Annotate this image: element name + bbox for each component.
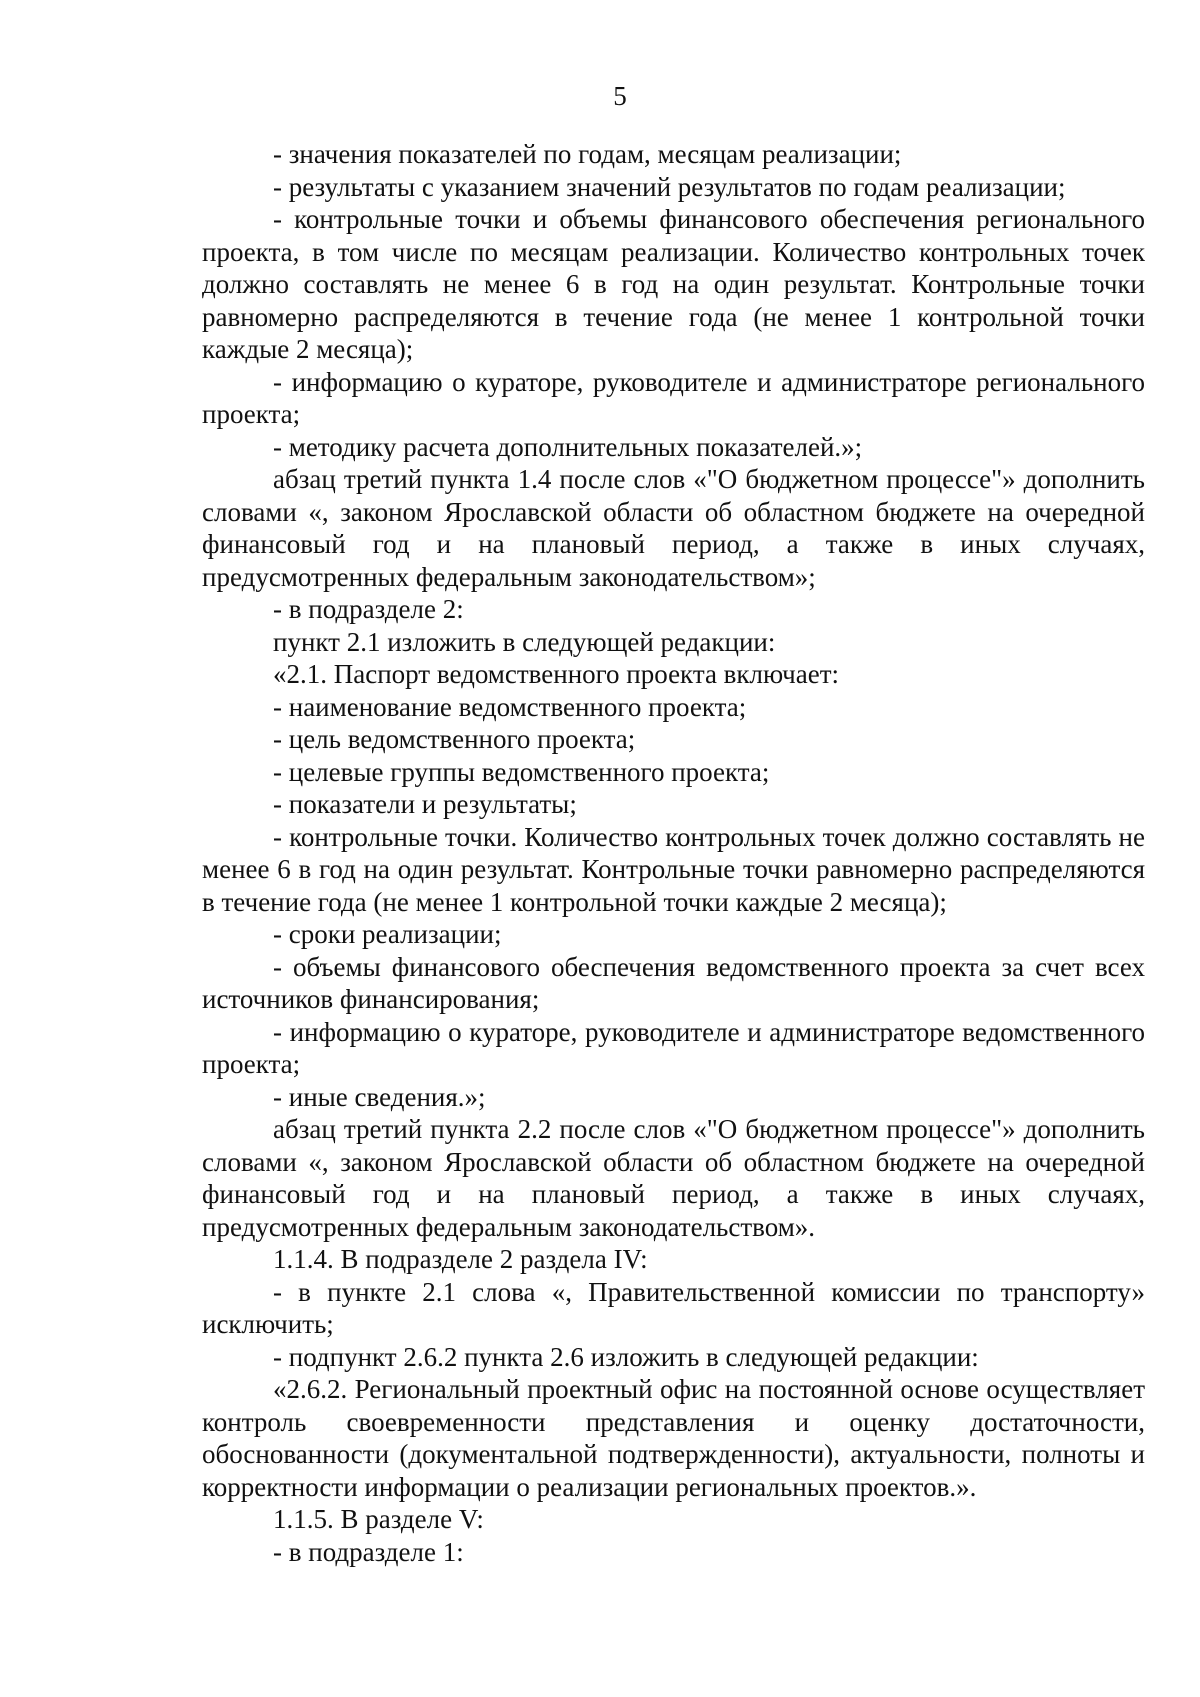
paragraph: - показатели и результаты; xyxy=(273,789,577,819)
paragraph: - подпункт 2.6.2 пункта 2.6 изложить в следующей редакции: xyxy=(273,1341,979,1372)
paragraph: абзац третий пункта 1.4 после слов «"О бюджетном процессе"» дополнить словами «, законом Ярославской области об областном бюджете на очередной финансовый год и на плановый период, а также в иных случаях, предусмотренных федеральным законодательством»; xyxy=(202,464,1145,592)
page-number: 5 xyxy=(613,81,627,111)
paragraph: - в пункте 2.1 слова «, Правительственной комиссии по транспорту» исключить; xyxy=(202,1276,1145,1339)
paragraph: - значения показателей по годам, месяцам реализации; xyxy=(273,139,902,169)
paragraph: - методику расчета дополнительных показателей.»; xyxy=(273,431,863,462)
paragraph: - иные сведения.»; xyxy=(273,1081,486,1112)
document-body xyxy=(202,138,1145,1568)
paragraph: - наименование ведомственного проекта; xyxy=(273,691,747,722)
paragraph: - сроки реализации; xyxy=(273,919,502,949)
paragraph: абзац третий пункта 2.2 после слов «"О бюджетном процессе"» дополнить словами «, законом Ярославской области об областном бюджете на очередной финансовый год и на плановый период, а также в иных случаях, предусмотренных федеральным законодательством». xyxy=(202,1114,1145,1242)
paragraph: «2.1. Паспорт ведомственного проекта включает: xyxy=(273,659,840,689)
paragraph: - информацию о кураторе, руководителе и администраторе регионального проекта; xyxy=(202,366,1145,429)
paragraph: - объемы финансового обеспечения ведомственного проекта за счет всех источников финансирования; xyxy=(202,951,1145,1014)
paragraph: - целевые группы ведомственного проекта; xyxy=(273,756,770,787)
paragraph: - контрольные точки. Количество контрольных точек должно составлять не менее 6 в год на один результат. Контрольные точки равномерно распределяются в течение года (не менее 1 контрольной точки каждые 2 месяца); xyxy=(202,821,1145,917)
paragraph: «2.6.2. Региональный проектный офис на постоянной основе осуществляет контроль своевременности представления и оценку достаточности, обоснованности (документальной подтвержденности), актуальности, полноты и корректности информации о реализации региональных проектов.». xyxy=(202,1374,1145,1502)
paragraph: - контрольные точки и объемы финансового обеспечения регионального проекта, в том числе по месяцам реализации. Количество контрольных точек должно составлять не менее 6 в год на один результат. Контрольные точки равномерно распределяются в течение года (не менее 1 контрольной точки каждые 2 месяца); xyxy=(202,204,1145,364)
paragraph: - в подразделе 1: xyxy=(273,1536,464,1567)
paragraph: - цель ведомственного проекта; xyxy=(273,724,636,754)
paragraph: - в подразделе 2: xyxy=(273,594,464,624)
paragraph: - результаты с указанием значений результатов по годам реализации; xyxy=(273,171,1066,202)
paragraph: - информацию о кураторе, руководителе и администраторе ведомственного проекта; xyxy=(202,1016,1145,1079)
paragraph: 1.1.4. В подразделе 2 раздела IV: xyxy=(273,1244,648,1274)
paragraph: пункт 2.1 изложить в следующей редакции: xyxy=(273,626,776,657)
paragraph: 1.1.5. В разделе V: xyxy=(273,1504,484,1534)
